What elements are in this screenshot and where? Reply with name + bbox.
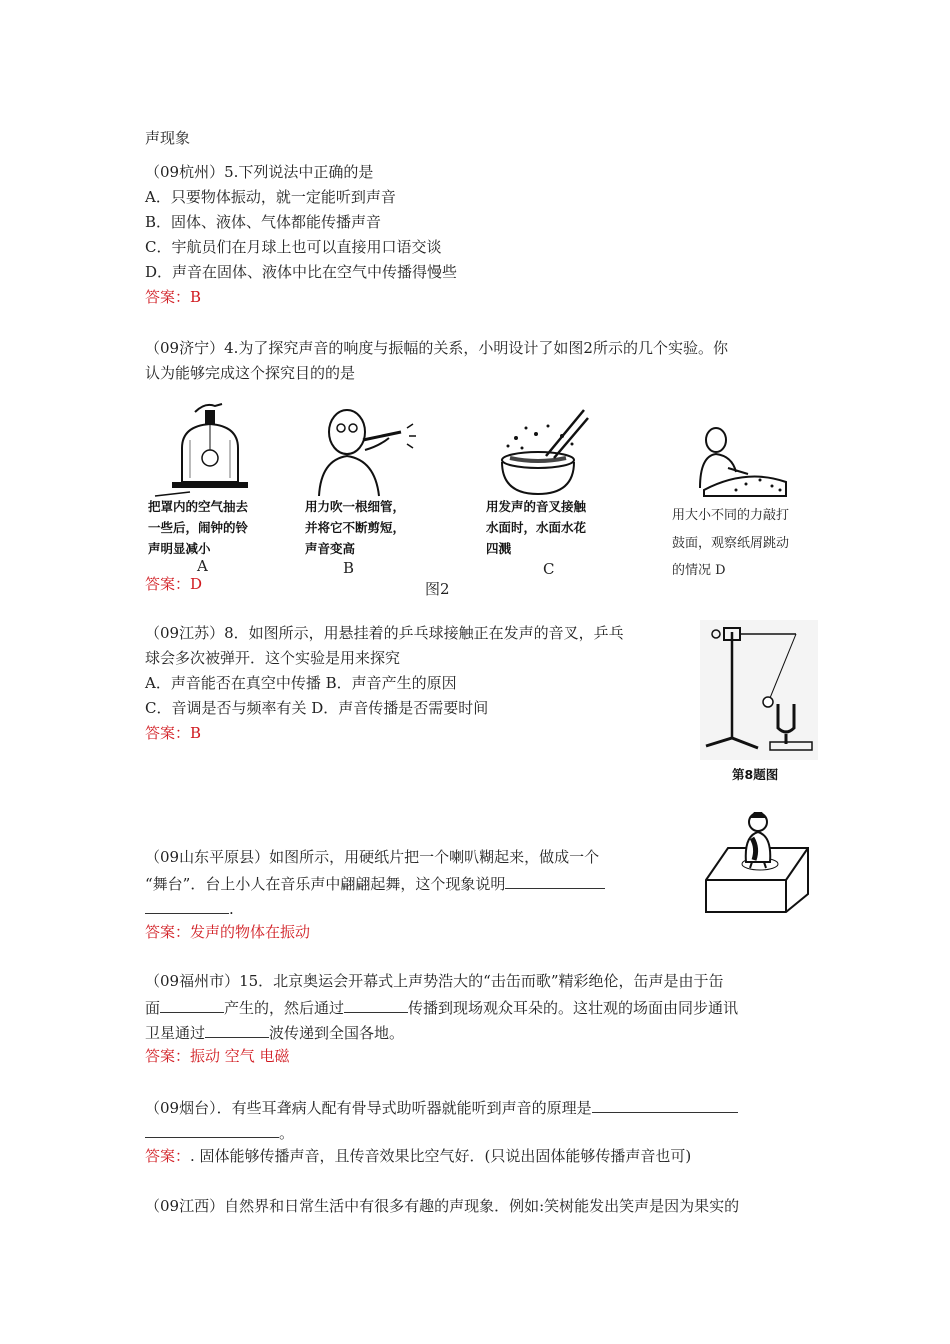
speaker-stage-illustration bbox=[700, 808, 812, 914]
fig-d-caption-line1: 用大小不同的力敲打 bbox=[672, 508, 790, 523]
q4-answer: 答案：发声的物体在振动 bbox=[145, 923, 311, 941]
q2-stem-line1: （09济宁）4.为了探究声音的响度与振幅的关系，小明设计了如图2所示的几个实验。你 bbox=[145, 339, 728, 357]
q1-option-c: C．宇航员们在月球上也可以直接用口语交谈 bbox=[145, 238, 442, 256]
fig-a-caption-line1: 把罩内的空气抽去 bbox=[148, 499, 249, 514]
q3-stem-line2: 球会多次被弹开．这个实验是用来探究 bbox=[145, 649, 401, 667]
q1-stem: （09杭州）5.下列说法中正确的是 bbox=[145, 163, 374, 181]
fig-a-caption-line2: 一些后，闹钟的铃 bbox=[148, 520, 249, 535]
q6-stem-text: （09烟台）．有些耳聋病人配有骨导式助听器就能听到声音的原理是 bbox=[145, 1099, 592, 1117]
q5-stem-line1: （09福州市）15．北京奥运会开幕式上声势浩大的“击缶而歌”精彩绝伦，缶声是由于缶 bbox=[145, 972, 724, 990]
q1-option-a: A．只要物体振动，就一定能听到声音 bbox=[145, 188, 396, 206]
fig-b-caption-line3: 声音变高 bbox=[305, 541, 356, 556]
q4-stem-line1: （09山东平原县）如图所示，用硬纸片把一个喇叭糊起来，做成一个 bbox=[145, 848, 600, 866]
fig-c-caption-line2: 水面时，水面水花 bbox=[486, 520, 587, 535]
q6-stem-line2 bbox=[145, 1121, 294, 1143]
page-title: 声现象 bbox=[145, 129, 191, 147]
q3-stem-line1: （09江苏）8．如图所示，用悬挂着的乒乓球接触正在发声的音叉，乒乓 bbox=[145, 624, 624, 642]
q5-blank-2[interactable] bbox=[344, 996, 408, 1013]
q5-stem-line3-b: 波传递到全国各地。 bbox=[269, 1024, 405, 1042]
q6-stem bbox=[145, 1096, 738, 1118]
q5-stem-line3-a: 卫星通过 bbox=[145, 1024, 206, 1042]
q5-stem-line2-c: 传播到现场观众耳朵的。这壮观的场面由同步通讯 bbox=[408, 999, 739, 1017]
q4-blank-2[interactable] bbox=[145, 897, 229, 914]
q5-stem-line2 bbox=[145, 996, 738, 1018]
q1-option-d: D．声音在固体、液体中比在空气中传播得慢些 bbox=[145, 263, 458, 281]
q5-answer: 答案：振动 空气 电磁 bbox=[145, 1047, 290, 1065]
fig-d-caption-line3: 的情况 D bbox=[672, 563, 726, 578]
fig-c-caption-line3: 四溅 bbox=[486, 541, 512, 556]
q4-stem-line2 bbox=[145, 872, 605, 894]
q5-stem-line3 bbox=[145, 1021, 404, 1043]
q7-stem: （09江西）自然界和日常生活中有很多有趣的声现象．例如:笑树能发出笑声是因为果实的 bbox=[145, 1197, 740, 1215]
q6-blank-2[interactable] bbox=[145, 1121, 279, 1138]
q2-stem-line2: 认为能够完成这个探究目的的是 bbox=[145, 364, 356, 382]
q3-figure-label: 第8题图 bbox=[732, 767, 779, 782]
q3-options-line1: A．声音能否在真空中传播 B．声音产生的原因 bbox=[145, 674, 457, 692]
q6-end: 。 bbox=[279, 1124, 295, 1142]
fig-d-caption-line2: 鼓面，观察纸屑跳动 bbox=[672, 536, 790, 551]
man-blowing-tube-illustration bbox=[305, 402, 425, 498]
tuning-fork-water-illustration bbox=[488, 404, 608, 496]
q4-blank-1[interactable] bbox=[505, 872, 605, 889]
fig-a-caption-line3: 声明显减小 bbox=[148, 541, 211, 556]
q3-answer: 答案：B bbox=[145, 724, 202, 742]
q5-blank-1[interactable] bbox=[160, 996, 224, 1013]
q1-option-b: B．固体、液体、气体都能传播声音 bbox=[145, 213, 382, 231]
drum-paper-bits-illustration bbox=[676, 428, 792, 498]
q2-answer: 答案：D bbox=[145, 575, 203, 593]
q6-blank-1[interactable] bbox=[592, 1096, 738, 1113]
bell-jar-illustration bbox=[150, 400, 280, 500]
fig-c-label: C bbox=[543, 560, 555, 578]
q6-answer bbox=[145, 1146, 691, 1166]
q6-answer-prefix: 答案： bbox=[145, 1147, 191, 1165]
q5-stem-line2-b: 产生的，然后通过 bbox=[224, 999, 345, 1017]
q4-stem-line2-text: “舞台”．台上小人在音乐声中翩翩起舞，这个现象说明 bbox=[145, 875, 506, 893]
q5-blank-3[interactable] bbox=[205, 1021, 269, 1038]
q1-answer: 答案：B bbox=[145, 288, 202, 306]
figure-2-label: 图2 bbox=[425, 580, 450, 598]
tuning-fork-pendulum-illustration bbox=[700, 620, 818, 760]
fig-c-caption-line1: 用发声的音叉接触 bbox=[486, 499, 587, 514]
q4-stem-line3 bbox=[145, 897, 234, 919]
fig-a-label: A bbox=[197, 557, 208, 575]
q3-options-line2: C．音调是否与频率有关 D．声音传播是否需要时间 bbox=[145, 699, 489, 717]
fig-b-caption-line1: 用力吹一根细管， bbox=[305, 499, 406, 514]
fig-b-label: B bbox=[343, 559, 355, 577]
q6-answer-text: . 固体能够传播声音，且传音效果比空气好．(只说出固体能够传播声音也可) bbox=[190, 1147, 692, 1165]
q4-end: . bbox=[229, 900, 234, 918]
fig-b-caption-line2: 并将它不断剪短， bbox=[305, 520, 406, 535]
q5-stem-line2-a: 面 bbox=[145, 999, 161, 1017]
